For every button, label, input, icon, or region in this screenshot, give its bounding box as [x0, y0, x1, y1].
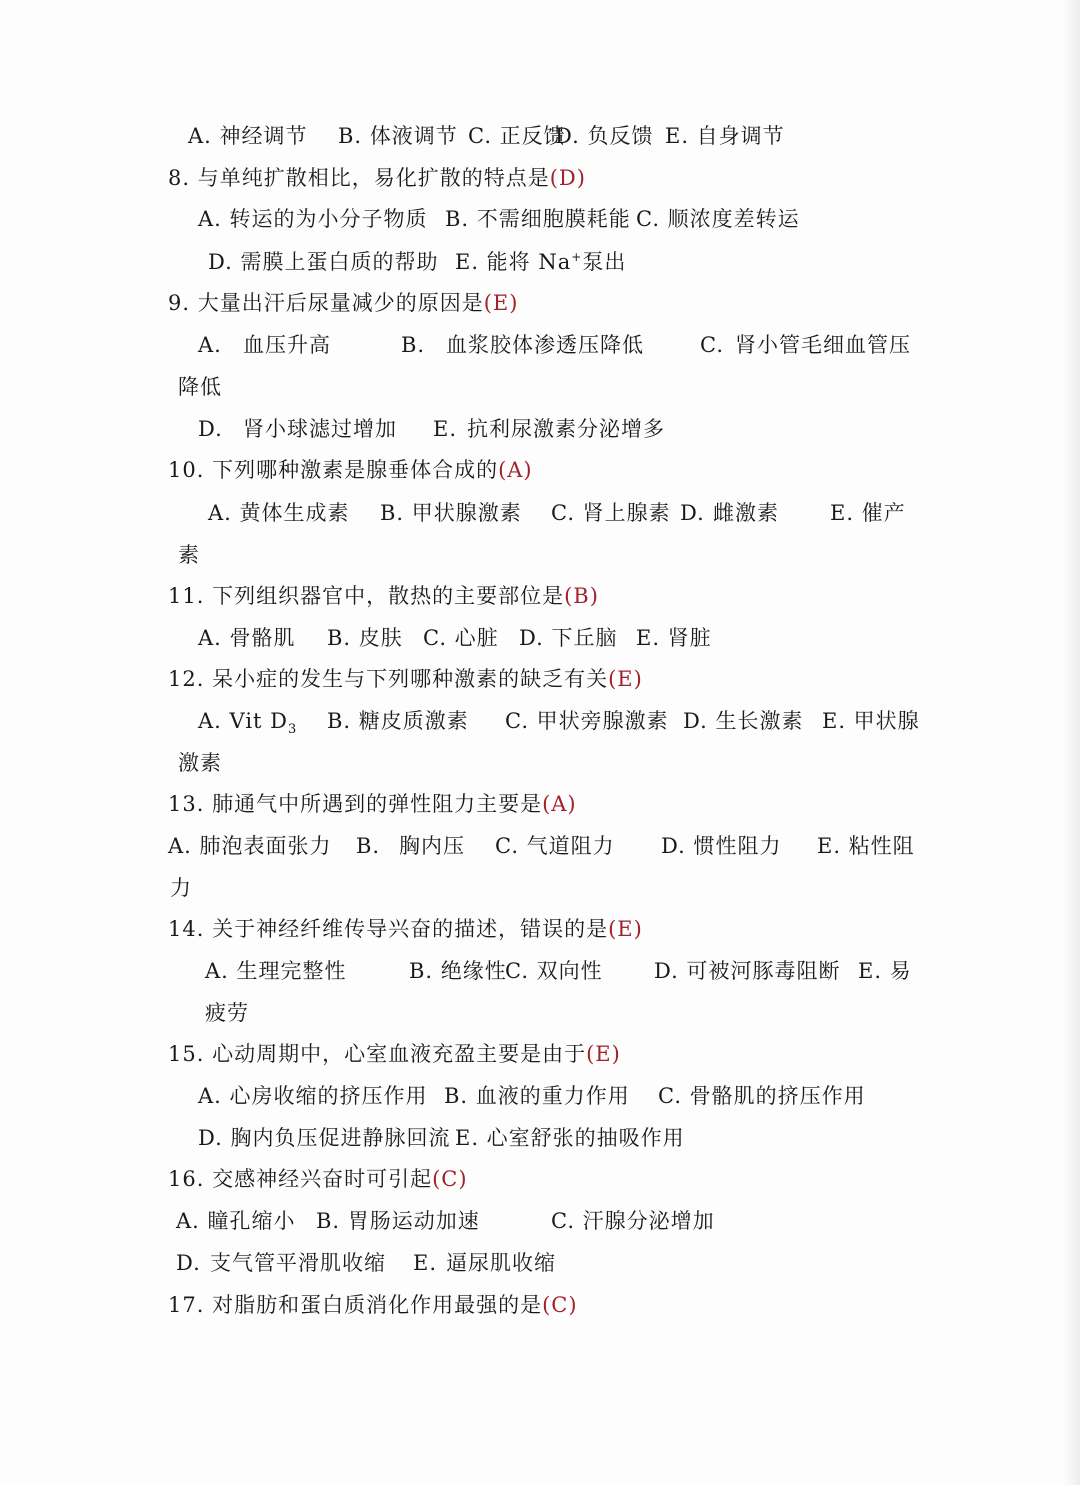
q7-option-d: D. 负反馈 — [555, 124, 654, 148]
q9-answer: (E) — [483, 291, 519, 315]
q14-answer: (E) — [608, 917, 643, 941]
question-9-stem — [168, 289, 518, 317]
q13-option-b-letter: B. — [356, 834, 381, 858]
question-17-stem — [168, 1291, 578, 1319]
question-12-stem — [168, 665, 643, 693]
q10-answer: (A) — [498, 458, 533, 482]
q12-option-d: D. 生长激素 — [683, 709, 804, 733]
q8-stem-text: 8. 与单纯扩散相比，易化扩散的特点是 — [168, 166, 550, 190]
q9-option-d-letter: D. — [198, 417, 223, 441]
q8-option-c: C. 顺浓度差转运 — [636, 207, 800, 231]
q17-stem-text: 17. 对脂肪和蛋白质消化作用最强的是 — [168, 1293, 543, 1317]
q9-option-c: 肾小管毛细血管压 — [735, 333, 911, 357]
question-8-stem — [168, 164, 586, 192]
q12-option-b: B. 糖皮质激素 — [327, 709, 469, 733]
q9-option-c-continuation: 降低 — [178, 375, 222, 399]
q10-option-c: C. 肾上腺素 — [551, 501, 671, 525]
q11-option-a: A. 骨骼肌 — [198, 626, 296, 650]
q16-option-c: C. 汗腺分泌增加 — [551, 1209, 715, 1233]
q9-option-a: 血压升高 — [243, 333, 331, 357]
q14-option-e: E. 易 — [858, 959, 912, 983]
q8-option-b: B. 不需细胞膜耗能 — [445, 207, 631, 231]
q16-answer: (C) — [432, 1167, 468, 1191]
q9-option-d: 肾小球滤过增加 — [243, 417, 397, 441]
question-15-stem — [168, 1040, 621, 1068]
question-16-stem — [168, 1165, 468, 1193]
q14-option-e-continuation: 疲劳 — [205, 1001, 249, 1025]
q14-option-b: B. 绝缘性 — [409, 959, 507, 983]
q16-option-d-letter: D. — [176, 1251, 201, 1275]
q12-option-a: A. Vit $D_3$ — [198, 709, 298, 737]
q7-option-e: E. 自身调节 — [665, 124, 785, 148]
q13-option-c: C. 气道阻力 — [495, 834, 615, 858]
q9-option-e: 抗利尿激素分泌增多 — [467, 417, 665, 441]
q13-option-e: E. 粘性阻 — [817, 834, 915, 858]
question-10-stem — [168, 456, 533, 484]
q13-option-e-continuation: 力 — [170, 876, 192, 900]
q16-option-a: A. 瞳孔缩小 — [176, 1209, 296, 1233]
q7-option-c: C. 正反馈 — [468, 124, 566, 148]
q13-option-b: 胸内压 — [399, 834, 465, 858]
q14-option-d: D. 可被河豚毒阻断 — [654, 959, 841, 983]
page-edge-shadow — [1064, 0, 1080, 1485]
q14-stem-text: 14. 关于神经纤维传导兴奋的描述，错误的是 — [168, 917, 609, 941]
q14-option-a: A. 生理完整性 — [205, 959, 347, 983]
q12-option-e: E. 甲状腺 — [822, 709, 920, 733]
q16-option-e: 逼尿肌收缩 — [446, 1251, 556, 1275]
q9-stem-text: 9. 大量出汗后尿量减少的原因是 — [168, 291, 484, 315]
q16-option-d: 支气管平滑肌收缩 — [210, 1251, 386, 1275]
q9-option-b-letter: B. — [401, 333, 426, 357]
q15-option-a: A. 心房收缩的挤压作用 — [198, 1084, 428, 1108]
q16-option-e-letter: E. — [413, 1251, 438, 1275]
q11-option-d: D. 下丘脑 — [519, 626, 618, 650]
q15-option-b: B. 血液的重力作用 — [444, 1084, 630, 1108]
q10-option-d-letter: D. — [680, 501, 705, 525]
q15-option-d: D. 胸内负压促进静脉回流 — [198, 1126, 451, 1150]
q7-option-a: A. 神经调节 — [188, 124, 308, 148]
q14-option-c: C. 双向性 — [505, 959, 603, 983]
q10-option-e: E. 催产 — [830, 501, 906, 525]
q13-stem-text: 13. 肺通气中所遇到的弹性阻力主要是 — [168, 792, 543, 816]
q11-option-c: C. 心脏 — [423, 626, 499, 650]
q16-stem-text: 16. 交感神经兴奋时可引起 — [168, 1167, 433, 1191]
q11-stem-text: 11. 下列组织器官中，散热的主要部位是 — [168, 584, 565, 608]
q10-stem-text: 10. 下列哪种激素是腺垂体合成的 — [168, 458, 499, 482]
q17-answer: (C) — [542, 1293, 578, 1317]
q8-option-d: D. 需膜上蛋白质的帮助 — [208, 250, 439, 274]
q10-option-a: A. 黄体生成素 — [208, 501, 350, 525]
q11-answer: (B) — [564, 584, 599, 608]
q15-answer: (E) — [586, 1042, 621, 1066]
q7-option-b: B. 体液调节 — [338, 124, 458, 148]
question-13-stem — [168, 790, 577, 818]
q9-option-e-letter: E. — [433, 417, 458, 441]
q11-option-e: E. 肾脏 — [636, 626, 712, 650]
q16-option-b: B. 胃肠运动加速 — [316, 1209, 480, 1233]
q12-answer: (E) — [608, 667, 643, 691]
q11-option-b: B. 皮肤 — [327, 626, 403, 650]
q12-option-e-continuation: 激素 — [178, 751, 222, 775]
q10-option-b: B. 甲状腺激素 — [380, 501, 522, 525]
q13-answer: (A) — [542, 792, 577, 816]
q12-option-c: C. 甲状旁腺激素 — [505, 709, 669, 733]
q12-stem-text: 12. 呆小症的发生与下列哪种激素的缺乏有关 — [168, 667, 609, 691]
q10-option-d: 雌激素 — [713, 501, 779, 525]
q10-option-e-continuation: 素 — [178, 543, 200, 567]
q13-option-d: D. 惯性阻力 — [661, 834, 782, 858]
q9-option-c-letter: C. — [700, 333, 724, 357]
q9-option-a-letter: A. — [198, 333, 222, 357]
q15-stem-text: 15. 心动周期中，心室血液充盈主要是由于 — [168, 1042, 587, 1066]
q9-option-b: 血浆胶体渗透压降低 — [446, 333, 644, 357]
question-14-stem — [168, 915, 643, 943]
q8-option-e: E. 能将 Na+泵出 — [455, 250, 627, 274]
q13-option-a: A. 肺泡表面张力 — [168, 834, 332, 858]
q15-option-c: C. 骨骼肌的挤压作用 — [658, 1084, 866, 1108]
q8-answer: (D) — [549, 166, 586, 190]
q8-option-a: A. 转运的为小分子物质 — [198, 207, 428, 231]
question-11-stem — [168, 582, 599, 610]
q15-option-e: E. 心室舒张的抽吸作用 — [455, 1126, 685, 1150]
